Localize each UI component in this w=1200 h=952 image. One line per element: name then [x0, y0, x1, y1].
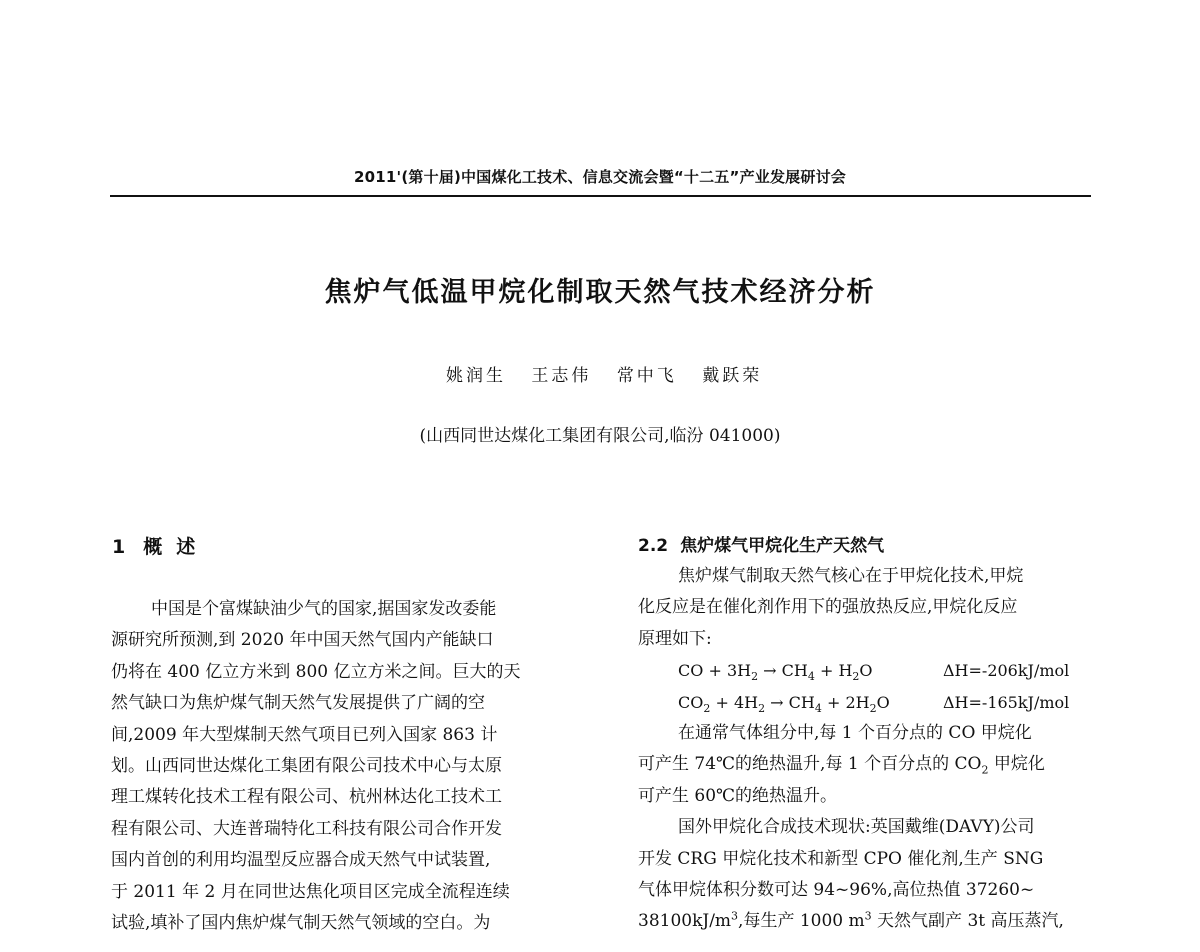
- text-line: 可产生 60℃的绝热温升。: [638, 785, 838, 806]
- text-line: 划。山西同世达煤化工集团有限公司技术中心与太原: [111, 755, 502, 776]
- text-line: 开发 CRG 甲烷化技术和新型 CPO 催化剂,生产 SNG: [638, 848, 1044, 869]
- text-line: 气体甲烷体积分数可达 94~96%,高位热值 37260~: [638, 879, 1035, 900]
- section-number: 2.2: [638, 536, 669, 556]
- reaction-enthalpy: ΔH=-165kJ/mol: [943, 692, 1070, 712]
- text-line: 焦炉煤气制取天然气核心在于甲烷化技术,甲烷: [678, 566, 1024, 586]
- text-line: 中国是个富煤缺油少气的国家,据国家发改委能: [151, 599, 497, 619]
- text-line: 国外甲烷化合成技术现状:英国戴维(DAVY)公司: [678, 817, 1035, 838]
- affiliation: (山西同世达煤化工集团有限公司,临汾 041000): [419, 426, 781, 446]
- text-line: 于 2011 年 2 月在同世达焦化项目区完成全流程连续: [111, 881, 510, 902]
- left-column-body: [111, 594, 593, 939]
- text-line: $38100kJ/m^3$,每生产 1000 $m^3$ 天然气副产 3t 高压蒸汽,: [638, 909, 1064, 932]
- text-line: 国内首创的利用均温型反应器合成天然气中试装置,: [111, 850, 491, 871]
- right-column-body: [638, 561, 1118, 938]
- text-line: 在通常气体组分中,每 1 个百分点的 CO 甲烷化: [678, 722, 1032, 743]
- reaction-formula: CO + $3H_2 \to CH_4 + H_2O$: [678, 661, 873, 684]
- text-line: 化反应是在催化剂作用下的强放热反应,甲烷化反应: [638, 597, 1018, 618]
- author: 戴跃荣: [702, 366, 763, 386]
- section-number: 1: [112, 536, 126, 558]
- section-title: 概述: [143, 536, 210, 558]
- text-line: 试验,填补了国内焦炉煤气制天然气领域的空白。为: [111, 912, 491, 933]
- paper-title: 焦炉气低温甲烷化制取天然气技术经济分析: [324, 277, 876, 308]
- text-line: 原理如下:: [638, 628, 712, 649]
- header-rule: [110, 195, 1091, 197]
- author: 常中飞: [616, 366, 677, 386]
- text-line: 可产生 74℃的绝热温升,每 1 个百分点的 $CO_2$ 甲烷化: [638, 754, 1045, 777]
- text-line: 然气缺口为焦炉煤气制天然气发展提供了广阔的空: [111, 693, 485, 714]
- reaction-formula: $CO_2 + 4H_2 \to CH_4 + 2H_2O$: [678, 692, 890, 715]
- text-line: 程有限公司、大连普瑞特化工科技有限公司合作开发: [111, 818, 502, 839]
- text-line: 源研究所预测,到 2020 年中国天然气国内产能缺口: [111, 630, 494, 651]
- reaction-enthalpy: ΔH=-206kJ/mol: [943, 661, 1070, 681]
- author: 王志伟: [531, 366, 592, 386]
- text-line: 间,2009 年大型煤制天然气项目已列入国家 863 计: [111, 724, 498, 745]
- text-line: 理工煤转化技术工程有限公司、杭州林达化工技术工: [111, 787, 502, 808]
- text-line: 仍将在 400 亿立方米到 800 亿立方米之间。巨大的天: [111, 661, 521, 682]
- author-list: [446, 361, 782, 386]
- section-1-heading: [112, 532, 209, 559]
- conference-header: 2011'(第十届)中国煤化工技术、信息交流会暨“十二五”产业发展研讨会: [354, 168, 846, 186]
- section-title: 焦炉煤气甲烷化生产天然气: [680, 536, 885, 556]
- equation-co2-methanation: [638, 687, 1118, 718]
- equation-co-methanation: [638, 655, 1118, 686]
- author: 姚润生: [446, 366, 506, 386]
- section-2-2-heading: [638, 531, 884, 556]
